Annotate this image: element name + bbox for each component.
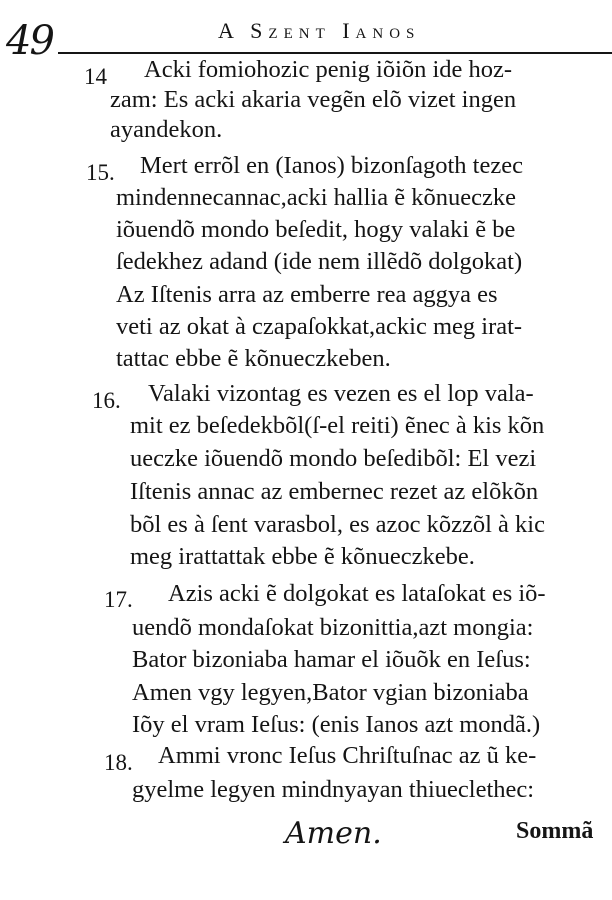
verse-line: Ammi vronc Ieſus Chriſtuſnac az ũ ke- (158, 742, 537, 769)
verse-line: Iõy el vram Ieſus: (enis Ianos azt mondã.) (132, 711, 541, 738)
verse-number: 18. (104, 750, 133, 775)
verse-line: Valaki vizontag es vezen es el lop vala- (148, 380, 534, 407)
page-number: 49 (6, 18, 53, 64)
verse-number: 16. (92, 388, 121, 413)
verse-line: Acki fomiohozic penig iõiõn ide hoz- (144, 56, 513, 83)
catchword: Sommã (516, 818, 594, 844)
verse-line: bõl es à ſent varasbol, es azoc kõzzõl à kic (130, 511, 545, 538)
verse-line: ſedekhez adand (ide nem illẽdõ dolgokat) (116, 248, 523, 275)
verse-line: mindennecannac,acki hallia ẽ kõnueczke (116, 184, 516, 211)
verse-line: veti az okat à czapaſokkat,ackic meg irat- (116, 313, 523, 340)
verse-line: Bator bizoniaba hamar el iõuõk en Ieſus: (132, 646, 531, 673)
verse-line: mit ez beſedekbõl(ſ-el reiti) ẽnec à kis kõn (130, 412, 545, 439)
verse-line: Az Iſtenis arra az emberre rea aggya es (116, 281, 498, 308)
verse-line: Azis acki ẽ dolgokat es lataſokat es iõ- (168, 580, 546, 607)
verse-line: zam: Es acki akaria vegẽn elõ vizet ingen (110, 86, 517, 113)
verse-line: Mert errõl en (Ianos) bizonſagoth tezec (140, 152, 523, 179)
verse-line: uendõ mondaſokat bizonittia,azt mongia: (132, 614, 534, 641)
verse-line: gyelme legyen mindnyayan thiueclethec: (132, 776, 535, 803)
verse-number: 14 (84, 64, 107, 89)
verse-line: tattac ebbe ẽ kõnueczkeben. (116, 345, 391, 372)
verse-line: ueczke iõuendõ mondo beſedibõl: El vezi (130, 445, 537, 472)
verse-number: 15. (86, 160, 115, 185)
verse-line: iõuendõ mondo beſedit, hogy valaki ẽ be (116, 216, 516, 243)
verse-line: Amen vgy legyen,Bator vgian bizoniaba (132, 679, 529, 706)
verse-line: Iſtenis annac az embernec rezet az elõkõn (130, 478, 539, 505)
verse-line: ayandekon. (110, 116, 223, 143)
running-head: A Szent Ianos (218, 18, 421, 43)
verse-line: meg irattattak ebbe ẽ kõnueczkebe. (130, 543, 475, 570)
closing-amen: Amen. (285, 816, 382, 851)
verse-number: 17. (104, 587, 133, 612)
header-rule (58, 52, 612, 54)
